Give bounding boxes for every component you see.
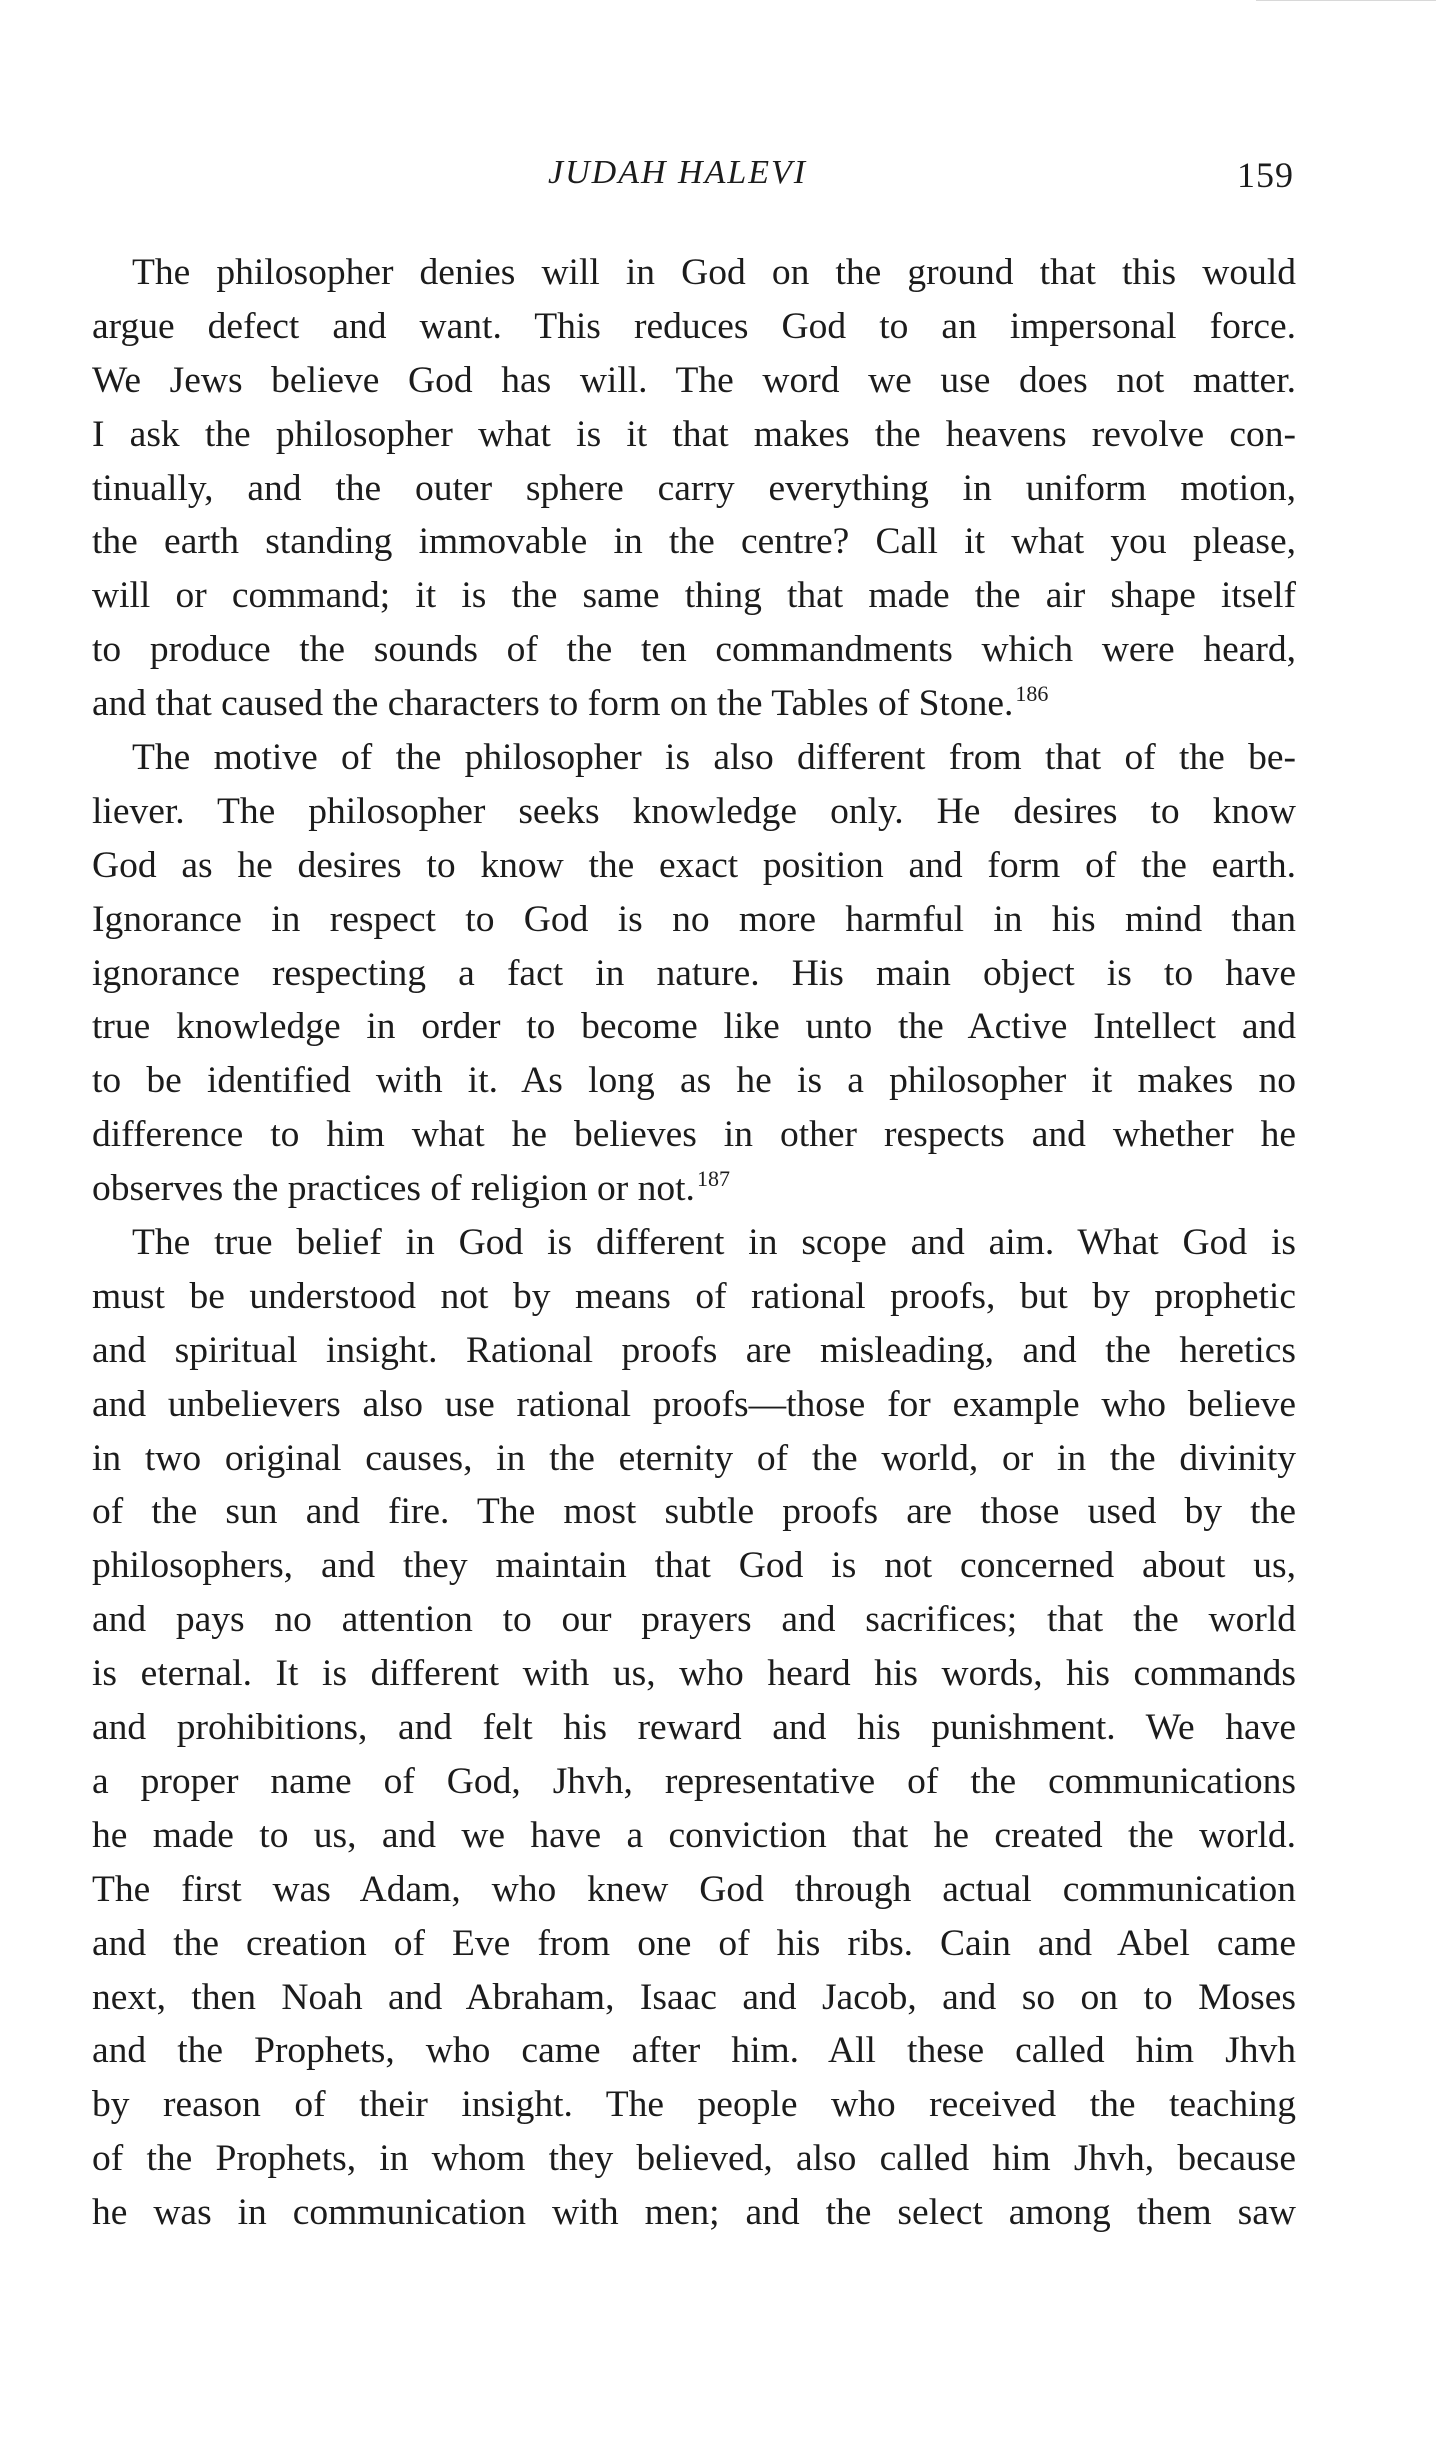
text-line: and prohibitions, and felt his reward and his punishment. We have: [92, 1707, 1296, 1749]
text-line: Ignorance in respect to God is no more harmful in his mind than: [92, 898, 1296, 940]
text-line: difference to him what he believes in other respects and whether he: [92, 1114, 1296, 1156]
text-line: the earth standing immovable in the centre? Call it what you please,: [92, 521, 1296, 563]
text-line: a proper name of God, Jhvh, representative of the communications: [92, 1760, 1296, 1802]
text-line: true knowledge in order to become like unto the Active Intellect and: [92, 1006, 1296, 1048]
text-line-last: [92, 1162, 1296, 1216]
text-line: The first was Adam, who knew God through actual communication: [92, 1868, 1296, 1910]
text-line: will or command; it is the same thing that made the air shape itself: [92, 575, 1296, 617]
text-line: and the creation of Eve from one of his ribs. Cain and Abel came: [92, 1922, 1296, 1964]
paragraph-3: [92, 1216, 1296, 2240]
running-title: JUDAH HALEVI: [548, 154, 808, 191]
text-line: in two original causes, in the eternity of the world, or in the divinity: [92, 1437, 1296, 1479]
text-line: The philosopher denies will in God on the ground that this would: [132, 252, 1296, 293]
text-line: by reason of their insight. The people who received the teaching: [92, 2084, 1296, 2126]
text-line: of the Prophets, in whom they believed, also called him Jhvh, because: [92, 2138, 1296, 2180]
text-line: argue defect and want. This reduces God to an impersonal force.: [92, 305, 1296, 347]
text-line: philosophers, and they maintain that God is not concerned about us,: [92, 1545, 1296, 1587]
text-line: of the sun and fire. The most subtle proofs are those used by the: [92, 1491, 1296, 1533]
text-line: he was in communication with men; and the select among them saw: [92, 2192, 1296, 2234]
text-line: must be understood not by means of rational proofs, but by prophetic: [92, 1275, 1296, 1317]
text-line: We Jews believe God has will. The word we use does not matter.: [92, 359, 1296, 401]
text-line: next, then Noah and Abraham, Isaac and Jacob, and so on to Moses: [92, 1976, 1296, 2018]
text-line: and the Prophets, who came after him. All these called him Jhvh: [92, 2030, 1296, 2072]
text-line: tinually, and the outer sphere carry everything in uniform motion,: [92, 467, 1296, 509]
footnote-marker[interactable]: 187: [696, 1166, 730, 1192]
text-line: to produce the sounds of the ten commandments which were heard,: [92, 629, 1296, 671]
text-line: liever. The philosopher seeks knowledge only. He desires to know: [92, 790, 1296, 832]
text-line: God as he desires to know the exact position and form of the earth.: [92, 844, 1296, 886]
text-line: and spiritual insight. Rational proofs are misleading, and the heretics: [92, 1329, 1296, 1371]
paragraph-2: [92, 731, 1296, 1216]
text-line: and unbelievers also use rational proofs—those for example who believe: [92, 1383, 1296, 1425]
text-line: ignorance respecting a fact in nature. His main object is to have: [92, 952, 1296, 994]
text-line: to be identified with it. As long as he is a philosopher it makes no: [92, 1060, 1296, 1102]
text-line: observes the practices of religion or not.: [92, 1168, 695, 1210]
text-line: The true belief in God is different in scope and aim. What God is: [132, 1222, 1296, 1264]
text-line: and that caused the characters to form on the Tables of Stone.: [92, 683, 1014, 725]
text-line: I ask the philosopher what is it that makes the heavens revolve con-: [92, 413, 1296, 455]
text-line-last: [92, 677, 1296, 731]
footnote-marker[interactable]: 186: [1015, 681, 1049, 707]
text-line: The motive of the philosopher is also different from that of the be-: [132, 737, 1296, 779]
text-line: he made to us, and we have a conviction that he created the world.: [92, 1814, 1296, 1856]
paragraph-1: [92, 246, 1296, 731]
body-text: [92, 246, 1296, 2240]
page-number: 159: [1237, 155, 1294, 195]
text-line: and pays no attention to our prayers and sacrifices; that the world: [92, 1599, 1296, 1641]
scan-edge-line: [1256, 0, 1436, 1]
page-header: [0, 150, 1436, 210]
text-line: is eternal. It is different with us, who heard his words, his commands: [92, 1653, 1296, 1695]
